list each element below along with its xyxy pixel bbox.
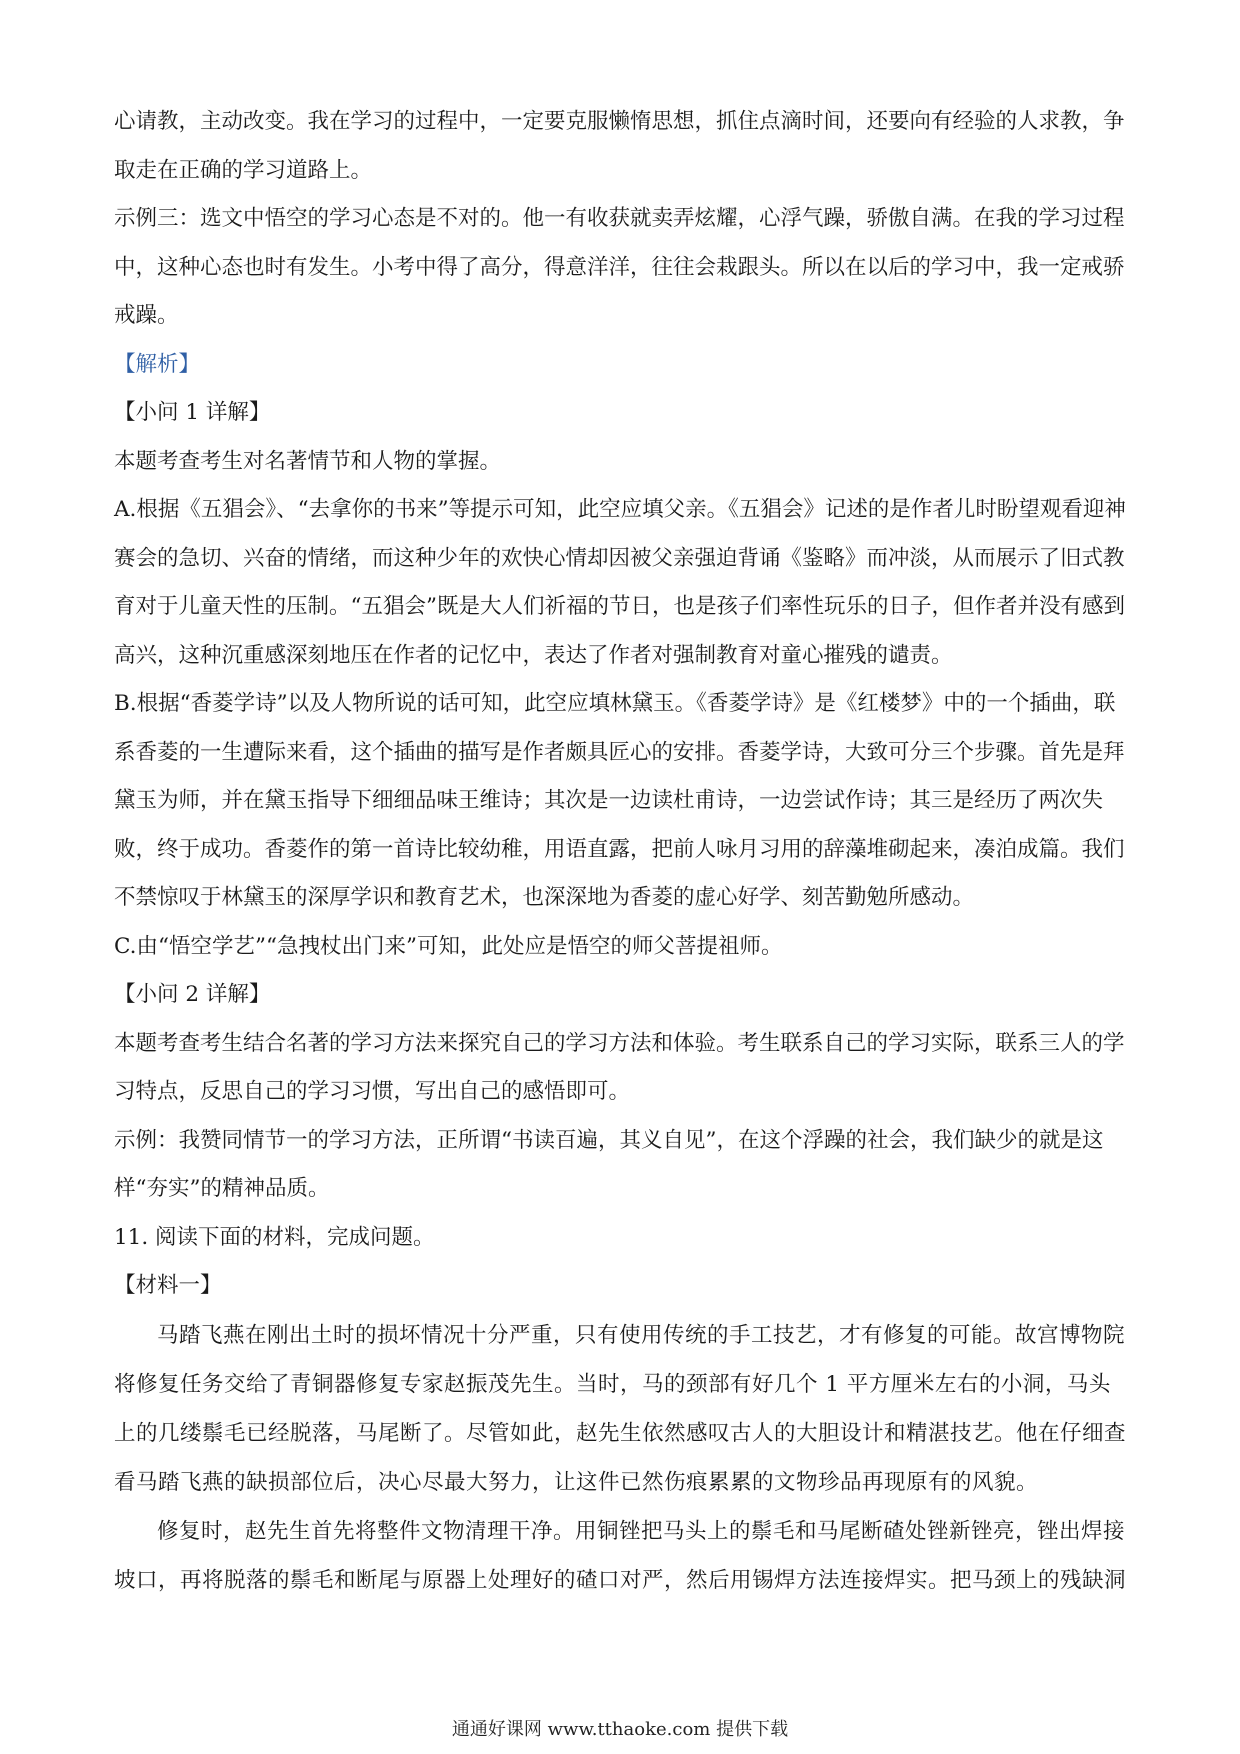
subquestion-2-heading: 【小问 2 详解】 [114, 982, 271, 1007]
material-one-heading: 【材料一】 [114, 1273, 222, 1298]
paragraph-q1-c: C.由“悟空学艺”“急拽杖出门来”可知，此处应是悟空的师父菩提祖师。 [114, 933, 783, 959]
paragraph-q1-intro: 本题考查考生对名著情节和人物的掌握。 [114, 448, 502, 474]
material-paragraph: 修复时，赵先生首先将整件文物清理干净。用铜锉把马头上的鬃毛和马尾断碴处锉新锉亮，锉出焊接坡口，再将脱落的鬃毛和断尾与原器上处理好的碴口对严，然后用锡焊方法连接焊实。把马颈上的残缺洞 [114, 1518, 1127, 1593]
material-one-text [114, 1311, 1132, 1605]
analysis-heading: 【解析】 [114, 351, 201, 377]
paragraph-continuation: 心请教，主动改变。我在学习的过程中，一定要克服懒惰思想，抓住点滴时间，还要向有经验的人求教，争取走在正确的学习道路上。 [114, 109, 1125, 183]
paragraph-example-three: 示例三：选文中悟空的学习心态是不对的。他一有收获就卖弄炫耀，心浮气躁，骄傲自满。在我的学习过程中，这种心态也时有发生。小考中得了高分，得意洋洋，往往会栽跟头。所以在以后的学习中，我一定戒骄戒躁。 [114, 206, 1125, 328]
material-paragraph: 马踏飞燕在刚出土时的损坏情况十分严重，只有使用传统的手工技艺，才有修复的可能。故宫博物院将修复任务交给了青铜器修复专家赵振茂先生。当时，马的颈部有好几个 1 平方厘米左右的小洞，马头上的几缕鬃毛已经脱落，马尾断了。尽管如此，赵先生依然感叹古人的大胆设计和精湛技艺。他在仔细查看马踏飞燕的缺损部位后，决心尽最大努力，让这件已然伤痕累累的文物珍品再现原有的风貌。 [114, 1322, 1127, 1495]
paragraph-q2-example: 示例：我赞同情节一的学习方法，正所谓“书读百遍，其义自见”，在这个浮躁的社会，我们缺少的就是这样“夯实”的精神品质。 [114, 1127, 1104, 1201]
paragraph-q1-a: A.根据《五猖会》、“去拿你的书来”等提示可知，此空应填父亲。《五猖会》记述的是作者儿时盼望观看迎神赛会的急切、兴奋的情绪，而这种少年的欢快心情却因被父亲强迫背诵《鉴略》而冲淡，从而展示了旧式教育对于儿童天性的压制。“五猖会”既是大人们祈福的节日，也是孩子们率性玩乐的日子，但作者并没有感到高兴，这种沉重感深刻地压在作者的记忆中，表达了作者对强制教育对童心摧残的谴责。 [114, 497, 1126, 668]
paragraph-q2-intro: 本题考查考生结合名著的学习方法来探究自己的学习方法和体验。考生联系自己的学习实际，联系三人的学习特点，反思自己的学习习惯，写出自己的感悟即可。 [114, 1030, 1125, 1104]
page-footer: 通通好课网 www.tthaoke.com 提供下载 [451, 1719, 789, 1740]
subquestion-1-heading: 【小问 1 详解】 [114, 400, 271, 425]
document-body [114, 98, 1132, 1605]
paragraph-q1-b: B.根据“香菱学诗”以及人物所说的话可知，此空应填林黛玉。《香菱学诗》是《红楼梦》中的一个插曲，联系香菱的一生遭际来看，这个插曲的描写是作者颇具匠心的安排。香菱学诗，大致可分三个步骤。首先是拜黛玉为师，并在黛玉指导下细细品味王维诗；其次是一边读杜甫诗，一边尝试作诗；其三是经历了两次失败，终于成功。香菱作的第一首诗比较幼稚，用语直露，把前人咏月习用的辞藻堆砌起来，凑泊成篇。我们不禁惊叹于林黛玉的深厚学识和教育艺术，也深深地为香菱的虚心好学、刻苦勤勉所感动。 [114, 691, 1125, 910]
question-11: 11. 阅读下面的材料，完成问题。 [114, 1224, 435, 1250]
